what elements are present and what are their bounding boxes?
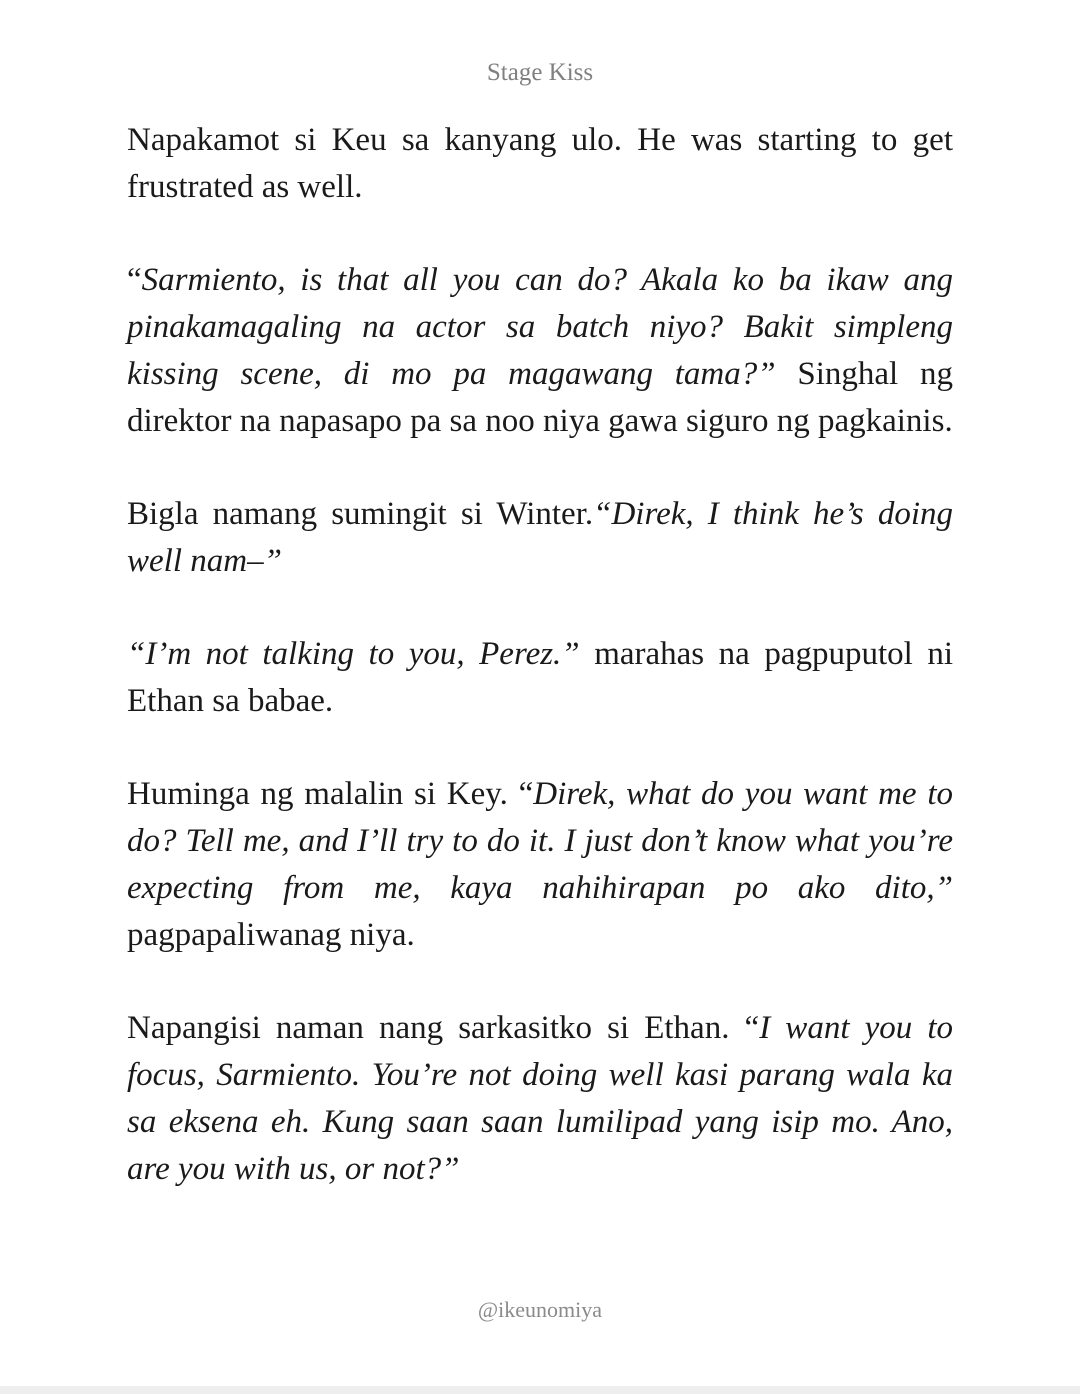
author-handle: @ikeunomiya xyxy=(477,1297,603,1322)
paragraph-dialogue: “I’m not talking to you, Perez.” xyxy=(127,636,580,672)
paragraph-dialogue: I want you to focus, Sarmiento. You’re not doing well kasi parang wala ka sa eksena eh. Kung saan saan lumilipad yang isip mo. Ano, are you with us, or not?” xyxy=(127,1010,954,1187)
paragraph-text: marahas na pagpuputol ni Ethan sa babae. xyxy=(127,636,953,719)
page-header-title: Stage Kiss xyxy=(486,59,594,86)
paragraph-dialogue: Direk, what do you want me to do? Tell me, and I’ll try to do it. I just don’t know what you’re expecting from me, kaya nahihirapan po ako dito,” xyxy=(127,776,953,906)
paragraph-6 xyxy=(127,1005,953,1193)
paragraph-dialogue: Sarmiento, is that all you can do? Akala ko ba ikaw ang pinakamagaling na actor sa batch niyo? Bakit simpleng kissing scene, di mo pa magawang tama?” xyxy=(127,262,953,392)
paragraph-text: “ xyxy=(127,262,142,298)
paragraph-4 xyxy=(127,631,953,725)
story-body xyxy=(127,117,953,1239)
paragraph-text: pagpapaliwanag niya. xyxy=(127,917,415,953)
paragraph-text: Singhal ng direktor na napasapo pa sa noo niya gawa siguro ng pagkainis. xyxy=(127,356,953,439)
paragraph-dialogue: “Direk, I think he’s doing well nam–” xyxy=(127,496,953,579)
paragraph-2 xyxy=(127,257,953,445)
paragraph-text: Huminga ng malalin si Key. “ xyxy=(127,776,534,812)
paragraph-text: Napakamot si Keu sa kanyang ulo. He was starting to get frustrated as well. xyxy=(127,122,953,205)
bottom-strip xyxy=(0,1386,1080,1394)
paragraph-text: Napangisi naman nang sarkasitko si Ethan. “ xyxy=(127,1010,760,1046)
paragraph-3 xyxy=(127,491,953,585)
paragraph-1 xyxy=(127,117,953,211)
paragraph-text: Bigla namang sumingit si Winter. xyxy=(127,496,594,532)
paragraph-5 xyxy=(127,771,953,959)
